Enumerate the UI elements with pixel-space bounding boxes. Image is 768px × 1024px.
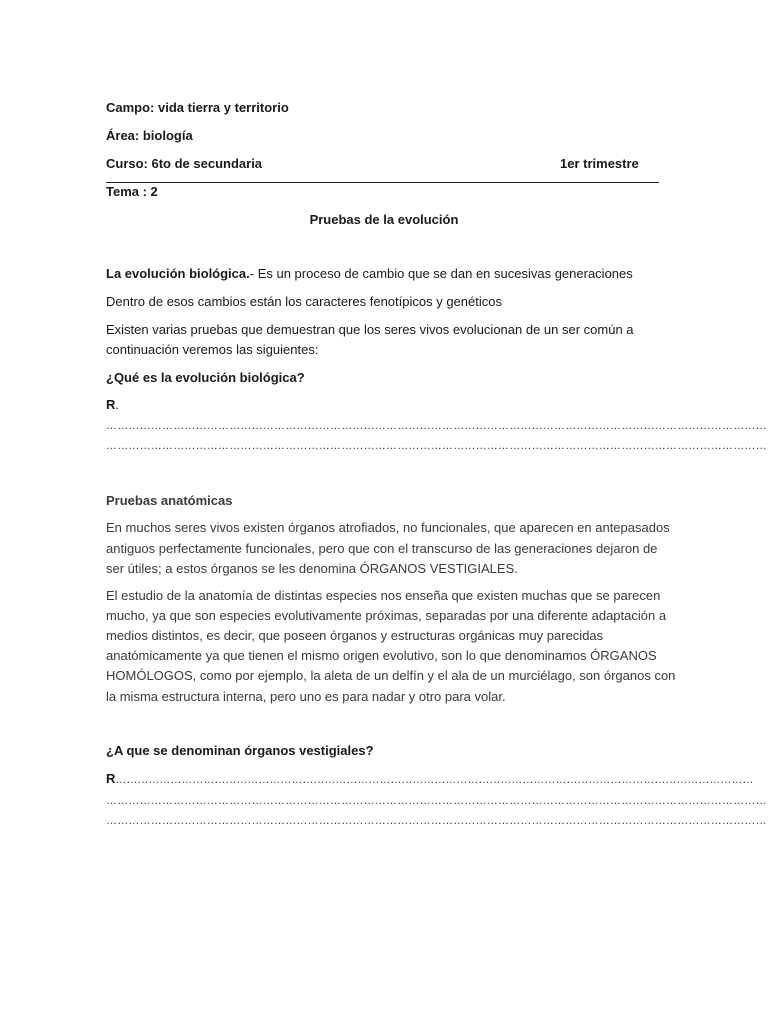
p2-line-4: anatómicamente ya que tienen el mismo origen evolutivo, son lo que denominamos ÓRGANOS [106, 648, 657, 663]
answer-2-dots-2[interactable]: …………………………………………………………………………………………………………………………………………………………… [106, 815, 767, 827]
curso-line: Curso: 6to de secundaria [106, 156, 263, 171]
answer-2-r: R [106, 771, 116, 786]
p2-line-2: mucho, ya que son especies evolutivamente próximas, separadas por una diferente adaptación a [106, 608, 667, 623]
p2-line-3: medios distintos, es decir, que poseen órganos y estructuras orgánicas muy parecidas [106, 628, 604, 643]
question-2: ¿A que se denominan órganos vestigiales? [106, 743, 374, 758]
intro-line-2: Dentro de esos cambios están los caracteres fenotípicos y genéticos [106, 294, 502, 309]
p1-line-1: En muchos seres vivos existen órganos atrofiados, no funcionales, que aparecen en antepasados [106, 520, 670, 535]
trimestre-label: 1er trimestre [560, 156, 639, 171]
header-divider [106, 182, 659, 183]
p2-line-6: la misma estructura interna, pero uno es para nadar y otro para volar. [106, 689, 506, 704]
intro-term: La evolución biológica. [106, 266, 250, 281]
anatomicas-heading: Pruebas anatómicas [106, 493, 233, 508]
answer-1-suffix: . [115, 397, 120, 412]
p1-line-3: ser útiles; a estos órganos se les denomina ÓRGANOS VESTIGIALES. [106, 561, 518, 576]
answer-1-dots-2[interactable]: …………………………………………………………………………………………………………………………………………………………… [106, 440, 767, 452]
answer-1-label [106, 397, 119, 413]
intro-definition-text: - Es un proceso de cambio que se dan en sucesivas generaciones [249, 266, 633, 281]
tema-line: Tema : 2 [106, 184, 158, 199]
intro-line-3a: Existen varias pruebas que demuestran que los seres vivos evolucionan de un ser común a [106, 322, 634, 337]
answer-2-dots-1[interactable]: …………………………………………………………………………………………………………………………………………………………… [106, 795, 767, 807]
question-1: ¿Qué es la evolución biológica? [106, 370, 305, 385]
intro-line-3b: continuación veremos las siguientes: [106, 342, 319, 357]
intro-definition [106, 266, 633, 282]
answer-2-dots-0: ………………………………………………………………………………………………………………………………………………………… [115, 774, 754, 786]
page-title: Pruebas de la evolución [309, 212, 459, 227]
answer-1-r: R [106, 397, 116, 412]
p1-line-2: antiguos perfectamente funcionales, pero que con el transcurso de las generaciones dejaron de [106, 541, 658, 556]
answer-2-line-0[interactable] [106, 771, 754, 788]
campo-line: Campo: vida tierra y territorio [106, 100, 289, 115]
area-line: Área: biología [106, 128, 193, 143]
p2-line-5: HOMÓLOGOS, como por ejemplo, la aleta de un delfín y el ala de un murciélago, son órganos con [106, 668, 676, 683]
p2-line-1: El estudio de la anatomía de distintas especies nos enseña que existen muchas que se parecen [106, 588, 661, 603]
answer-1-dots-1[interactable]: …………………………………………………………………………………………………………………………………………………………… [106, 420, 767, 432]
